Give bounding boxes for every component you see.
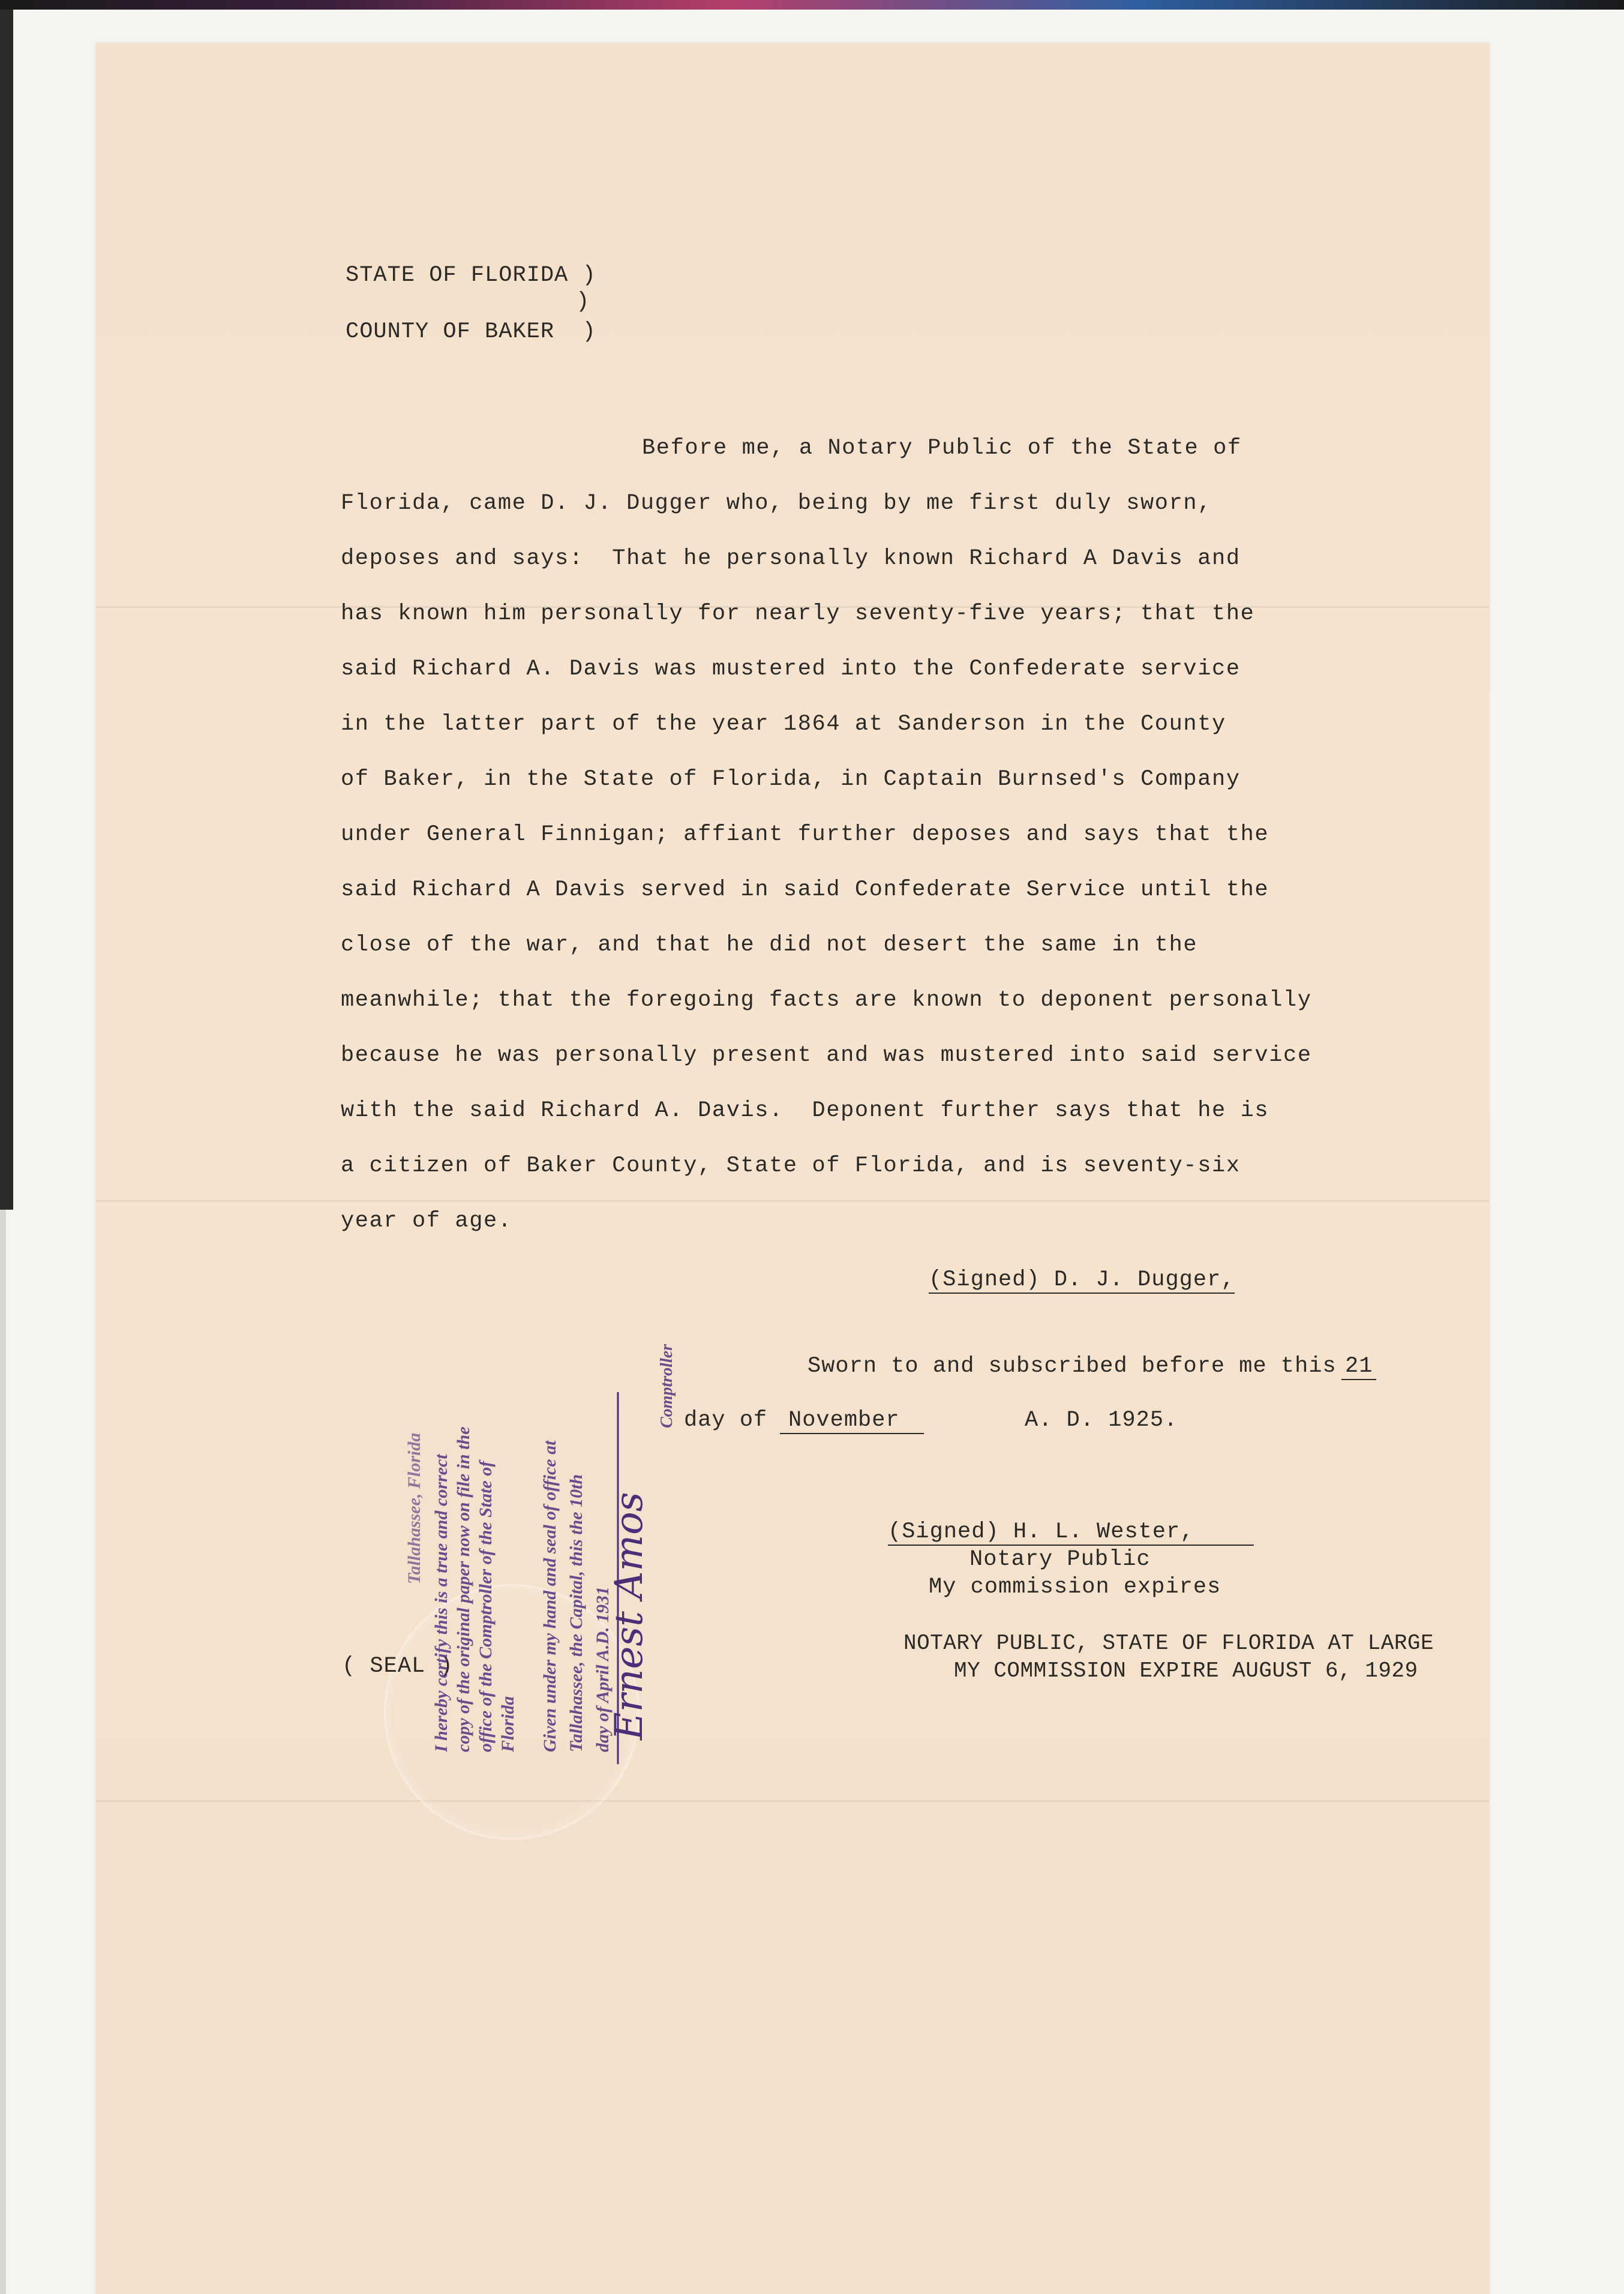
scan-left-edge-lower xyxy=(0,1210,6,2294)
stamp-line: Tallahassee, the Capital, this the 10th xyxy=(566,1474,586,1752)
jurat-month-value: November xyxy=(780,1408,924,1434)
scan-left-edge xyxy=(0,10,13,1210)
body-line: year of age. xyxy=(341,1209,512,1234)
certification-stamp xyxy=(360,1248,708,1776)
jurat-line: Sworn to and subscribed before me this xyxy=(808,1354,1337,1379)
stamp-line: I hereby certify this is a true and correct xyxy=(431,1454,451,1752)
stamp-line: Florida xyxy=(498,1696,518,1752)
body-line: said Richard A. Davis was mustered into the Confederate service xyxy=(341,656,1241,682)
body-line: has known him personally for nearly seventy-five years; that the xyxy=(341,601,1255,626)
body-line: in the latter part of the year 1864 at Sanderson in the County xyxy=(341,712,1226,737)
comptroller-signature: Ernest Amos xyxy=(607,1492,652,1740)
venue-county: COUNTY OF BAKER ) xyxy=(346,319,596,344)
body-line: close of the war, and that he did not desert the same in the xyxy=(341,932,1198,958)
venue-bracket: ) xyxy=(576,289,590,314)
stamp-line: Given under my hand and seal of office at xyxy=(540,1440,560,1752)
stamp-line: Comptroller xyxy=(658,1344,676,1428)
stamp-line: copy of the original paper now on file in the xyxy=(454,1426,473,1752)
scan-top-edge xyxy=(0,0,1624,10)
notary-title: Notary Public xyxy=(969,1547,1151,1572)
stamp-line: office of the Comptroller of the State of xyxy=(476,1461,496,1752)
jurat-year: A. D. 1925. xyxy=(1025,1408,1178,1433)
body-line: with the said Richard A. Davis. Deponent further says that he is xyxy=(341,1098,1269,1123)
body-line: Before me, a Notary Public of the State of xyxy=(642,436,1242,461)
body-line: deposes and says: That he personally known Richard A Davis and xyxy=(341,546,1241,571)
jurat-day-value: 21 xyxy=(1341,1354,1376,1380)
body-line: meanwhile; that the foregoing facts are known to deponent personally xyxy=(341,988,1312,1013)
body-line: Florida, came D. J. Dugger who, being by me first duly sworn, xyxy=(341,491,1212,516)
body-line: a citizen of Baker County, State of Florida, and is seventy-six xyxy=(341,1153,1241,1179)
paper-fold xyxy=(96,1800,1489,1802)
venue-state: STATE OF FLORIDA ) xyxy=(346,263,596,288)
notary-stamp-line-1: NOTARY PUBLIC, STATE OF FLORIDA AT LARGE xyxy=(903,1631,1434,1656)
notary-stamp-line-2: MY COMMISSION EXPIRE AUGUST 6, 1929 xyxy=(954,1659,1418,1683)
stamp-line: day of April A.D. 1931 xyxy=(593,1586,613,1752)
paper-fold xyxy=(96,1200,1489,1202)
notary-commission: My commission expires xyxy=(929,1575,1221,1600)
stamp-line: Tallahassee, Florida xyxy=(404,1432,424,1584)
body-line: under General Finnigan; affiant further deposes and says that the xyxy=(341,822,1269,847)
body-line: said Richard A Davis served in said Confederate Service until the xyxy=(341,877,1269,902)
notary-signature: (Signed) H. L. Wester, xyxy=(888,1519,1254,1546)
jurat-day-of: day of xyxy=(684,1408,768,1433)
body-line: because he was personally present and was mustered into said service xyxy=(341,1043,1312,1068)
body-line: of Baker, in the State of Florida, in Captain Burnsed's Company xyxy=(341,767,1241,792)
affiant-signature: (Signed) D. J. Dugger, xyxy=(929,1267,1235,1293)
seal-label: ( SEAL ) xyxy=(342,1654,454,1679)
